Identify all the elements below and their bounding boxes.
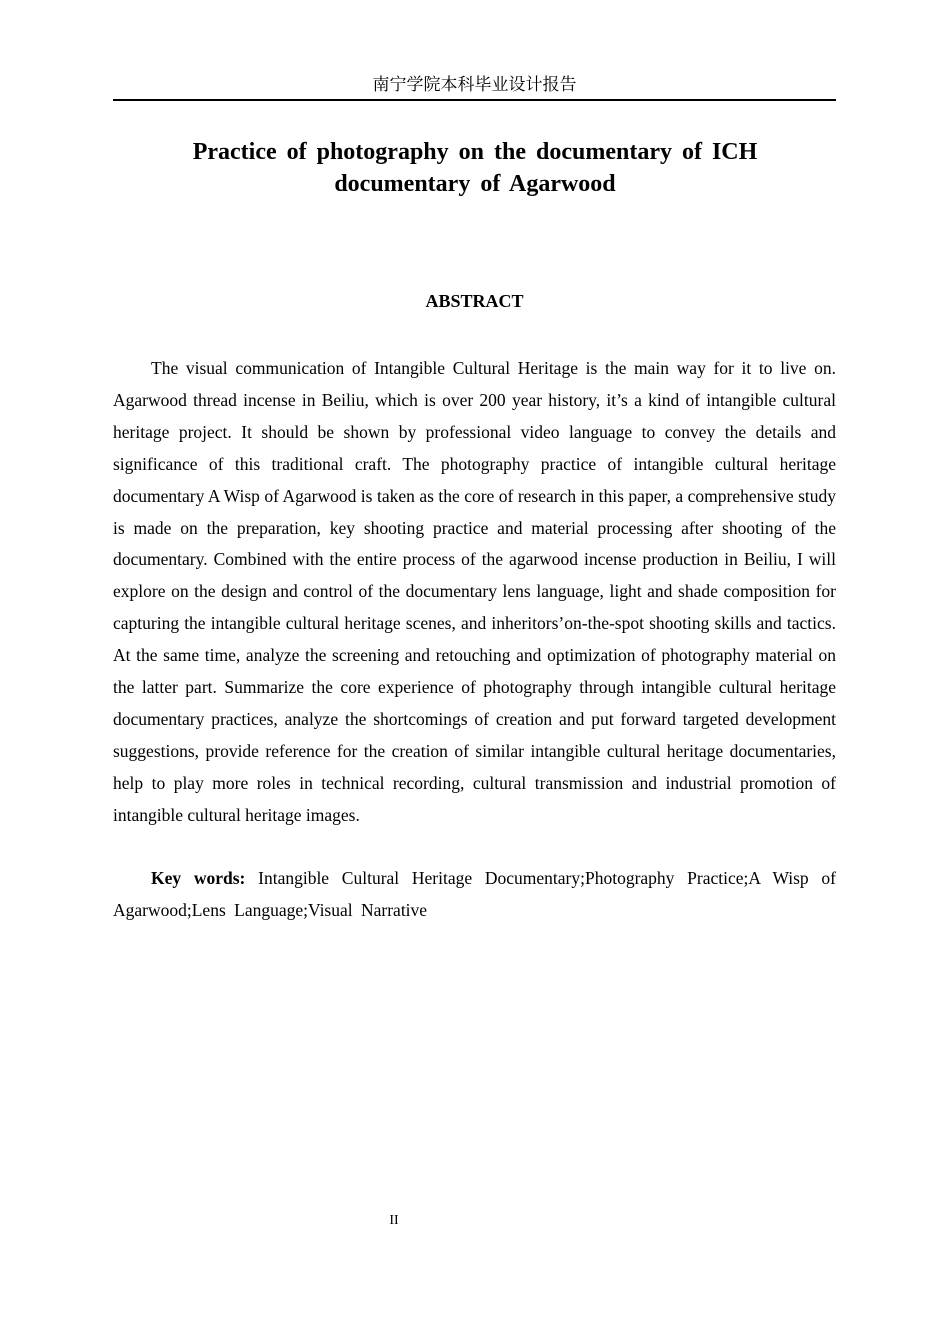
header-rule	[113, 99, 836, 101]
running-header: 南宁学院本科毕业设计报告	[372, 75, 577, 95]
paper-title: Practice of photography on the documentary of ICH documentary of Agarwood	[192, 139, 758, 197]
keywords-text: Intangible Cultural Heritage Documentary;Photography Practice;A Wisp of Agarwood;Lens Language;Visual Narrative	[113, 868, 836, 920]
keywords-paragraph	[113, 863, 836, 927]
abstract-heading: ABSTRACT	[425, 291, 524, 311]
page-number: II	[389, 1213, 399, 1228]
keywords-label: Key words:	[151, 868, 246, 888]
abstract-body: The visual communication of Intangible Cultural Heritage is the main way for it to live on. Agarwood thread incense in Beiliu, which is over 200 year history, it’s a kind of intangible cultural heritage project. It should be shown by professional video language to convey the details and significance of this traditional craft. The photography practice of intangible cultural heritage documentary A Wisp of Agarwood is taken as the core of research in this paper, a comprehensive study is made on the preparation, key shooting practice and material processing after shooting of the documentary. Combined with the entire process of the agarwood incense production in Beiliu, I will explore on the design and control of the documentary lens language, light and shade composition for capturing the intangible cultural heritage scenes, and inheritors’on-the-spot shooting skills and tactics. At the same time, analyze the screening and retouching and optimization of photography material on the latter part. Summarize the core experience of photography through intangible cultural heritage documentary practices, analyze the shortcomings of creation and put forward targeted development suggestions, provide reference for the creation of similar intangible cultural heritage documentaries, help to play more roles in technical recording, cultural transmission and industrial promotion of intangible cultural heritage images.	[113, 358, 836, 825]
